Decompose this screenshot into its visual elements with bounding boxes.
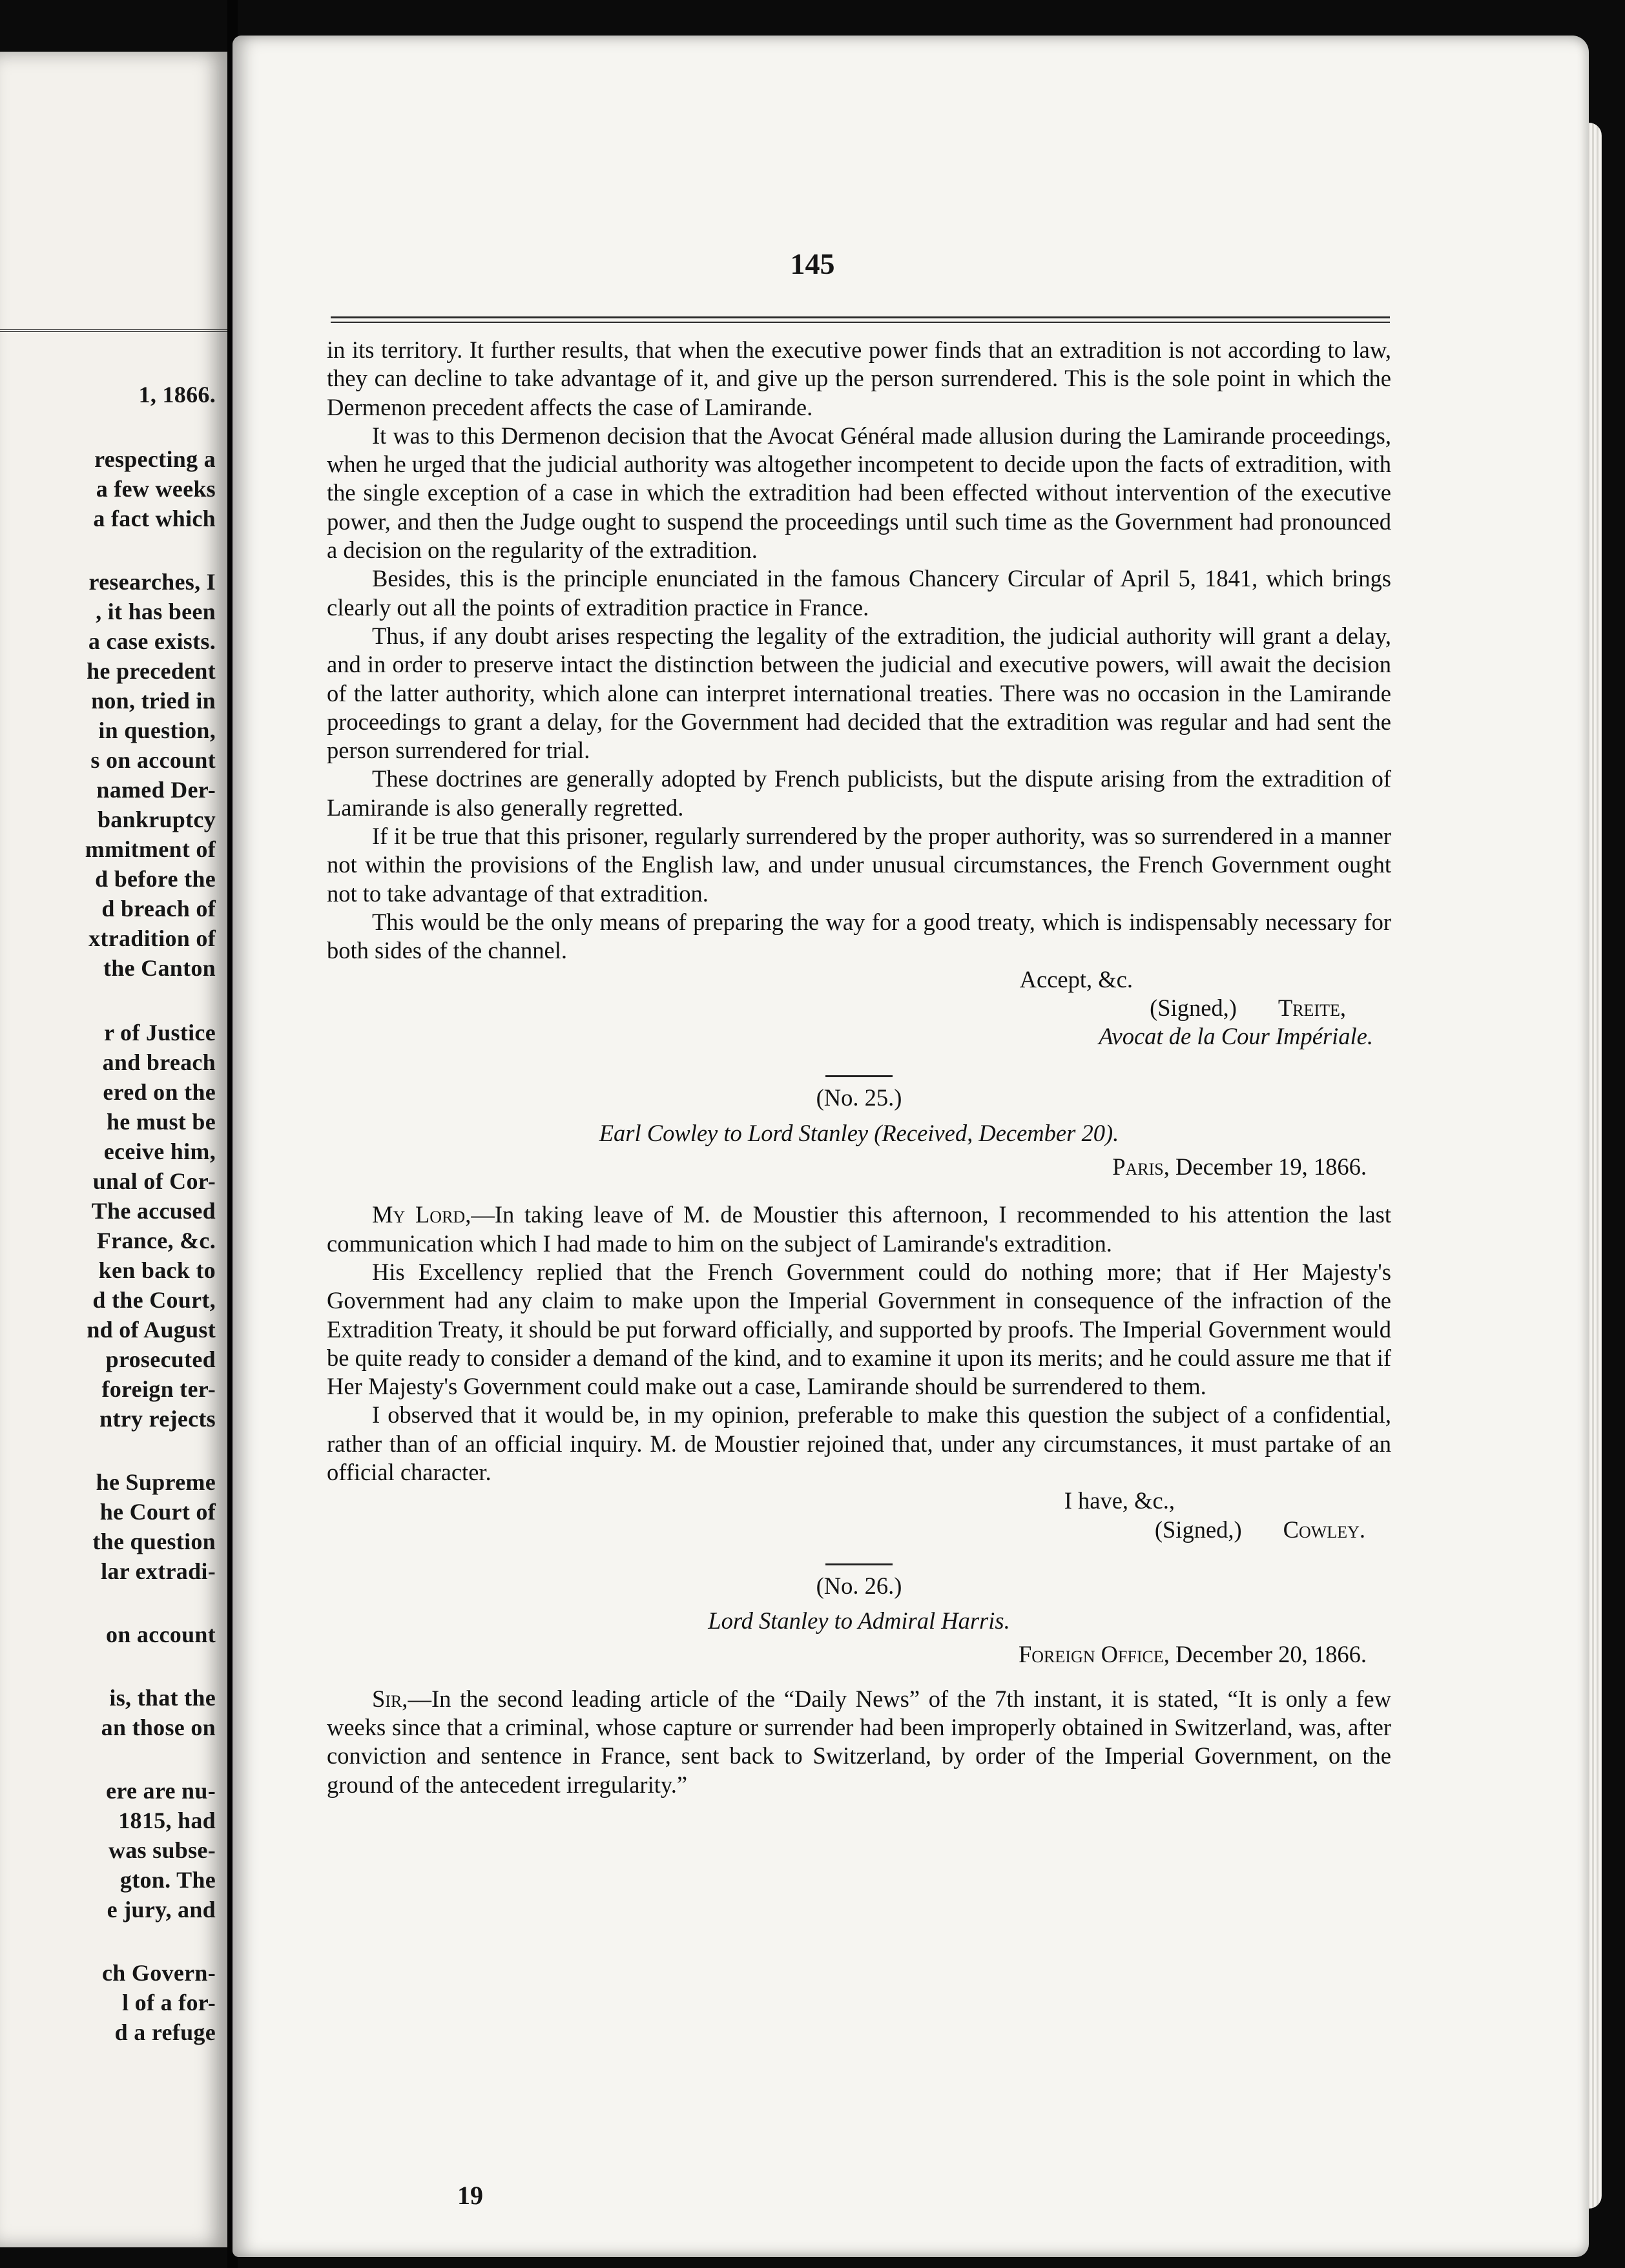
doc-25-heading <box>327 1119 1391 1148</box>
left-page-line: prosecuted <box>105 1346 216 1372</box>
left-page-line: The accused <box>91 1198 216 1224</box>
left-page-line: nd of August <box>87 1317 216 1343</box>
doc-25-closing <box>327 1487 1391 1515</box>
left-page-line: l of a for- <box>122 1990 216 2015</box>
doc-25-paragraph-2: His Excellency replied that the French Government could do nothing more; that if Her Majesty's Government had any claim to make upon the Imperial Government in consequence of the infraction of the Extradition Treaty, it should be put forward officially, and supported by proofs. The Imperial Government would be quite ready to consider a demand of the kind, and to examine it upon its merits; and he could assure me that if Her Majesty's Government could make out a case, Lamirande should be surrendered to them. <box>327 1258 1391 1400</box>
left-page-line: France, &c. <box>96 1228 216 1253</box>
doc-25-paragraph-1 <box>327 1201 1391 1258</box>
left-page-line: on account <box>105 1622 216 1647</box>
paragraph-2: It was to this Dermenon decision that the Avocat Général made allusion during the Lamirande proceedings, when he urged that the judicial authority was altogether incompetent to decide upon the facts of extradition, with the single exception of a case in which the extradition had been effected without intervention of the executive power, and then the Judge ought to suspend the proceedings until such time as the Government had pronounced a decision on the regularity of the extradition. <box>327 422 1391 564</box>
left-page-line: he must be <box>106 1109 216 1135</box>
doc-26-dateline <box>327 1640 1391 1669</box>
left-page-line: and breach <box>102 1049 216 1075</box>
left-page-line: gton. The <box>119 1867 216 1893</box>
left-page-line: d breach of <box>101 896 216 922</box>
left-page-line: r of Justice <box>104 1020 216 1046</box>
doc-25-heading-received: Received <box>882 1119 968 1146</box>
left-page-line: ered on the <box>103 1079 216 1105</box>
left-page-line: d the Court, <box>92 1287 216 1313</box>
left-page-line: s on account <box>90 747 216 773</box>
doc-26-paragraph-1-text: —In the second leading article of the “Daily News” of the 7th instant, it is stated, “It is only a few weeks since that a criminal, whose capture or surrender had been improperly obtained in Switzerland, was, after conviction and sentence in France, sent back to Switzerland, by order of the Imperial Government, on the ground of the antecedent irregularity.” <box>327 1685 1391 1798</box>
left-page-line: named Der- <box>96 777 216 803</box>
left-page-line: ntry rejects <box>99 1406 216 1432</box>
left-page-header-rule <box>0 329 227 332</box>
doc-25-signature <box>327 1516 1391 1544</box>
doc-25-salutation: My Lord, <box>372 1201 471 1228</box>
left-page-line: respecting a <box>94 446 216 472</box>
signature-1 <box>327 994 1391 1022</box>
doc-25-signature-name: Cowley. <box>1283 1516 1365 1543</box>
signature-1-label: (Signed,) <box>1150 994 1237 1021</box>
left-page-line: e jury, and <box>107 1897 216 1923</box>
left-page-line: a fact which <box>93 506 216 531</box>
doc-26-heading: Lord Stanley to Admiral Harris. <box>708 1607 1010 1634</box>
left-page-line: he precedent <box>87 658 216 684</box>
doc-25-place: Paris, <box>1112 1153 1170 1180</box>
doc-26-number: (No. 26.) <box>816 1572 902 1599</box>
left-page-line: foreign ter- <box>101 1376 216 1402</box>
left-page-line: lar extradi- <box>101 1558 216 1584</box>
left-page-line: researches, I <box>88 569 216 595</box>
page-content <box>327 336 1391 1799</box>
left-page-line: he Court of <box>99 1499 216 1525</box>
header-rule <box>331 316 1390 323</box>
doc-25-paragraph-1-text: —In taking leave of M. de Moustier this afternoon, I recommended to his attention the last communication which I had made to him on the subject of Lamirande's extradition. <box>327 1201 1391 1257</box>
doc-25-dateline <box>327 1153 1391 1181</box>
left-page-line: ere are nu- <box>106 1778 216 1804</box>
doc-26-salutation: Sir, <box>372 1685 408 1712</box>
doc-26-paragraph-1 <box>327 1685 1391 1799</box>
left-page-line: eceive him, <box>103 1139 216 1164</box>
doc-25-paragraph-3: I observed that it would be, in my opinion, preferable to make this question the subject of a confidential, rather than of an official inquiry. M. de Moustier rejoined that, under any circumstances, it must partake of an official character. <box>327 1401 1391 1485</box>
left-page-line: bankruptcy <box>97 807 216 832</box>
left-page-line: unal of Cor- <box>92 1168 216 1194</box>
signature-1-title-text: Avocat de la Cour Impériale. <box>1099 1023 1373 1050</box>
signature-1-name: Treite, <box>1278 994 1346 1021</box>
section-divider-26 <box>825 1563 893 1565</box>
left-page-line: is, that the <box>109 1685 216 1711</box>
left-page-line: an those on <box>101 1715 216 1740</box>
left-page-line: a few weeks <box>96 476 216 502</box>
left-page-line: the Canton <box>103 955 216 981</box>
left-page-line: 1, 1866. <box>138 382 216 407</box>
doc-25-heading-date: , December 20). <box>967 1119 1119 1146</box>
left-page-line: ch Govern- <box>102 1960 216 1986</box>
paragraph-7: This would be the only means of preparing the way for a good treaty, which is indispensably necessary for both sides of the channel. <box>327 908 1391 964</box>
left-page-line: d a refuge <box>114 2019 216 2045</box>
left-page-line: , it has been <box>96 599 216 624</box>
doc-25-closing-text: I have, &c., <box>1064 1487 1175 1514</box>
left-page-line: 1815, had <box>118 1808 216 1833</box>
closing-1-text: Accept, &c. <box>1019 965 1133 993</box>
folio-signature-mark: 19 <box>457 2181 483 2210</box>
left-page-line: mmitment of <box>85 836 216 862</box>
closing-1 <box>327 965 1391 994</box>
left-page-line: the question <box>92 1529 216 1554</box>
paragraph-6: If it be true that this prisoner, regularly surrendered by the proper authority, was so surrendered in a manner not within the provisions of the English law, and under unusual circumstances, the French Government ought not to take advantage of that extradition. <box>327 823 1391 907</box>
left-page-line: in question, <box>98 717 216 743</box>
doc-25-signature-label: (Signed,) <box>1154 1516 1242 1543</box>
left-page-line: he Supreme <box>96 1469 216 1495</box>
doc-25-number: (No. 25.) <box>816 1084 902 1111</box>
page-number: 145 <box>790 247 835 280</box>
left-page-line: non, tried in <box>91 688 216 714</box>
paragraph-3: Besides, this is the principle enunciated in the famous Chancery Circular of April 5, 1841, which brings clearly out all the points of extradition practice in France. <box>327 565 1391 621</box>
left-page-line: xtradition of <box>88 925 216 951</box>
signature-1-title <box>327 1022 1391 1051</box>
doc-25-heading-main: Earl Cowley to Lord Stanley ( <box>599 1119 882 1146</box>
left-page-line: a case exists. <box>88 628 216 654</box>
paragraph-1: in its territory. It further results, that when the executive power finds that an extradition is not according to law, they can decline to take advantage of it, and give up the person surrendered. This is the sole point in which the Dermenon precedent affects the case of Lamirande. <box>327 336 1391 420</box>
doc-26-place: Foreign Office, <box>1018 1641 1170 1668</box>
left-page-line: ken back to <box>98 1257 216 1283</box>
doc-26-date: December 20, 1866. <box>1175 1641 1367 1668</box>
left-page-fragment <box>0 52 227 2247</box>
doc-25-date: December 19, 1866. <box>1175 1153 1367 1180</box>
left-page-line: d before the <box>95 866 216 892</box>
left-page-line: was subse- <box>108 1837 216 1863</box>
section-divider-25 <box>825 1075 893 1077</box>
paragraph-5: These doctrines are generally adopted by French publicists, but the dispute arising from the extradition of Lamirande is also generally regretted. <box>327 765 1391 821</box>
paragraph-4: Thus, if any doubt arises respecting the legality of the extradition, the judicial authority will grant a delay, and in order to preserve intact the distinction between the judicial and executive powers, will await the decision of the latter authority, which alone can interpret international treaties. There was no occasion in the Lamirande proceedings to grant a delay, for the Government had decided that the extradition was regular and had sent the person surrendered for trial. <box>327 622 1391 764</box>
